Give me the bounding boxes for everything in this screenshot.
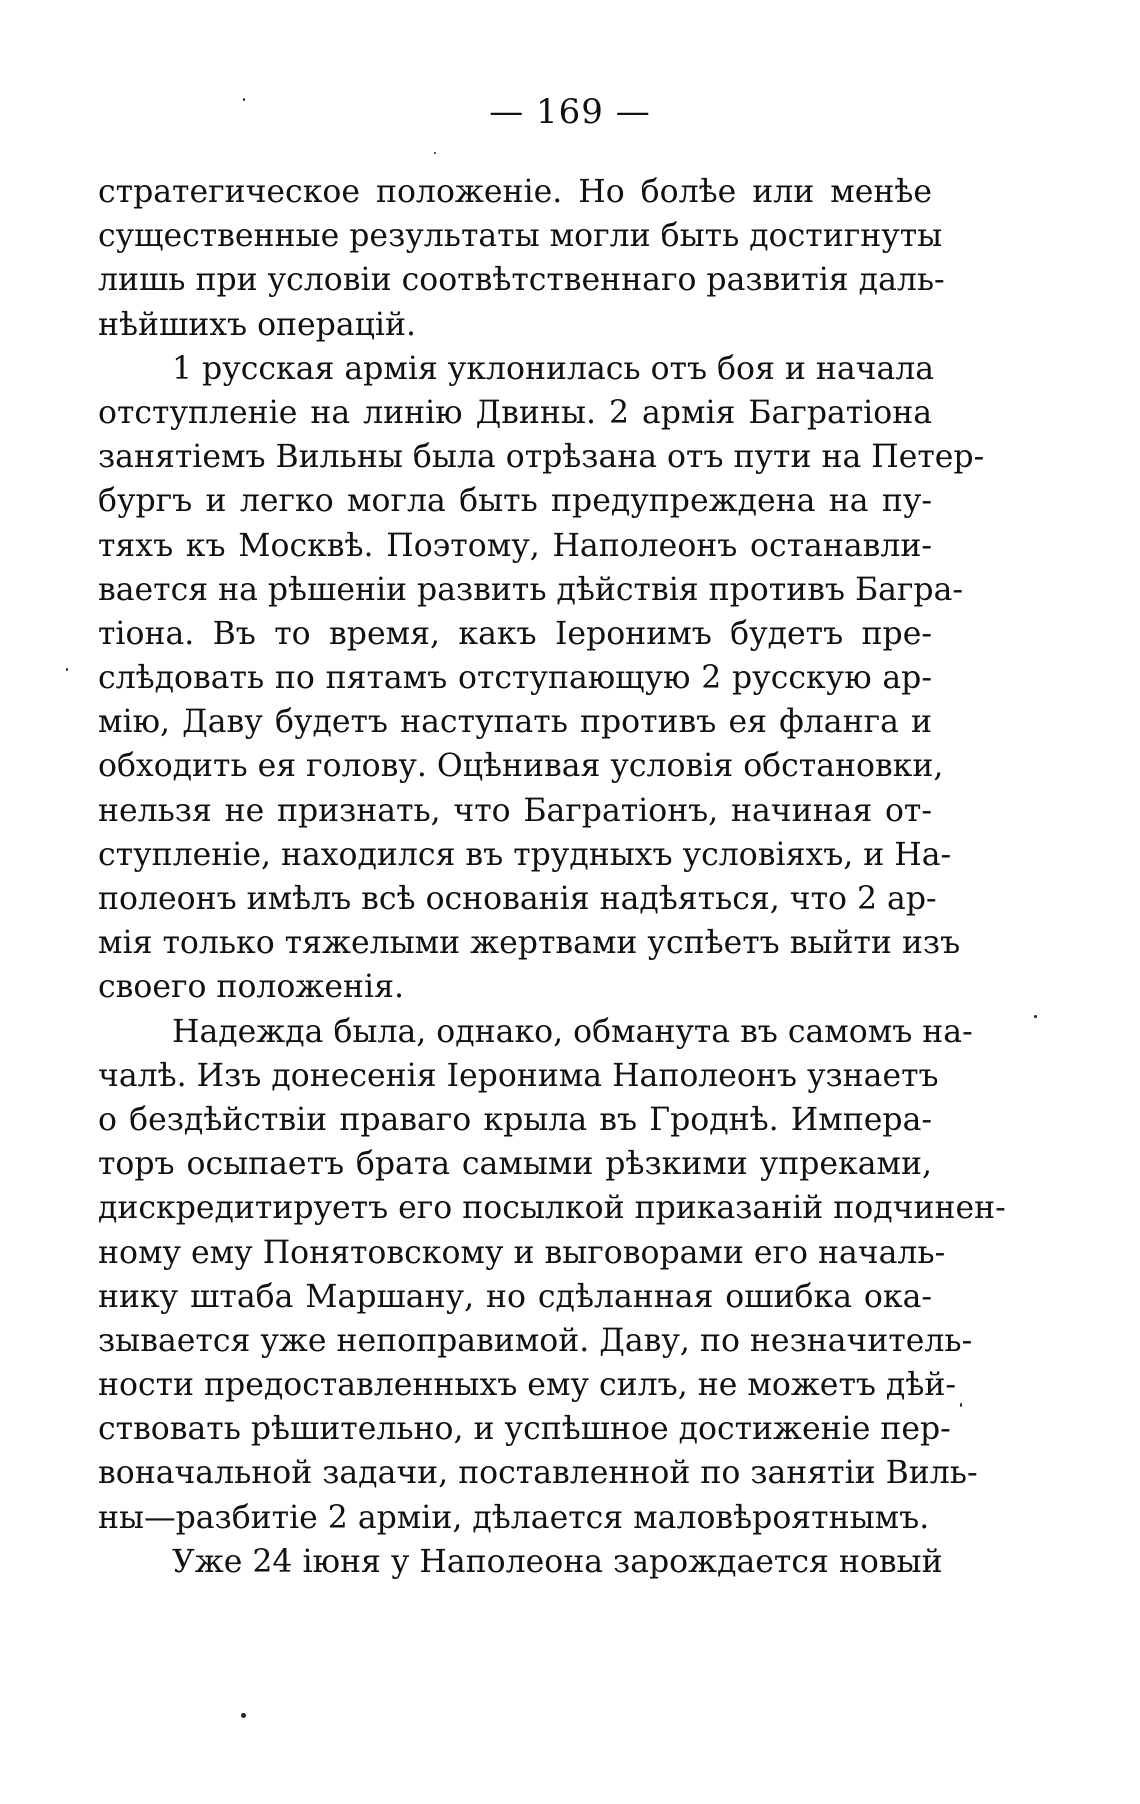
text-line: воначальной задачи, поставленной по занятіи Виль- <box>98 1455 978 1492</box>
text-line: мія только тяжелыми жертвами успѣетъ выйти изъ <box>98 925 961 962</box>
text-line: лишь при условіи соотвѣтственнаго развитія даль- <box>98 262 945 299</box>
text-line: нѣйшихъ операцій. <box>98 306 416 343</box>
print-speck <box>243 98 245 101</box>
text-line: обходить ея голову. Оцѣнивая условія обстановки, <box>98 748 944 785</box>
text-line: Надежда была, однако, обманута въ самомъ на- <box>172 1013 973 1050</box>
text-line: ствовать рѣшительно, и успѣшное достиженіе пер- <box>98 1411 951 1448</box>
text-line: вается на рѣшеніи развить дѣйствія противъ Багра- <box>98 571 964 608</box>
text-line: ности предоставленныхъ ему силъ, не можетъ дѣй- <box>98 1367 956 1404</box>
text-line: бургъ и легко могла быть предупреждена на пу- <box>98 483 932 520</box>
text-line: мію, Даву будетъ наступать противъ ея фланга и <box>98 704 932 741</box>
page-number: — 169 — <box>489 92 651 132</box>
text-line: торъ осыпаетъ брата самыми рѣзкими упреками, <box>98 1146 932 1183</box>
text-line: своего положенія. <box>98 969 404 1006</box>
print-speck <box>960 1403 962 1407</box>
text-line: нельзя не признать, что Багратіонъ, начиная от- <box>98 792 932 829</box>
text-line: зывается уже непоправимой. Даву, по незначитель- <box>98 1322 973 1359</box>
text-line: тяхъ къ Москвѣ. Поэтому, Наполеонъ останавли- <box>98 527 932 564</box>
print-speck <box>241 1713 246 1718</box>
text-line: 1 русская армія уклонилась отъ боя и начала <box>172 350 935 387</box>
text-line: существенные результаты могли быть достигнуты <box>98 218 943 255</box>
text-line: Уже 24 іюня у Наполеона зарождается новый <box>172 1543 943 1580</box>
text-line: нику штаба Маршану, но сдѣланная ошибка ока- <box>98 1278 932 1315</box>
text-line: слѣдовать по пятамъ отступающую 2 русскую ар- <box>98 660 932 697</box>
text-line: занятіемъ Вильны была отрѣзана отъ пути на Петер- <box>98 439 985 476</box>
text-line: тіона. Въ то время, какъ Іеронимъ будетъ пре- <box>98 615 932 652</box>
text-line: ны—разбитіе 2 арміи, дѣлается маловѣроятнымъ. <box>98 1499 930 1536</box>
text-line: стратегическое положеніе. Но болѣе или менѣе <box>98 174 932 210</box>
print-speck <box>1034 1015 1037 1018</box>
text-line: полеонъ имѣлъ всѣ основанія надѣяться, что 2 ар- <box>98 881 937 917</box>
text-line: чалѣ. Изъ донесенія Іеронима Наполеонъ узнаетъ <box>98 1057 939 1094</box>
text-line: ступленіе, находился въ трудныхъ условіяхъ, и На- <box>98 836 952 873</box>
text-line: отступленіе на линію Двины. 2 армія Багратіона <box>98 394 932 431</box>
body-text <box>98 170 1006 1584</box>
print-speck <box>66 668 68 671</box>
text-line: дискредитируетъ его посылкой приказаній подчинен- <box>98 1190 1006 1227</box>
text-line: о бездѣйствіи праваго крыла въ Гроднѣ. Импера- <box>98 1101 932 1138</box>
text-line: ному ему Понятовскому и выговорами его началь- <box>98 1234 946 1271</box>
print-speck <box>434 152 436 154</box>
